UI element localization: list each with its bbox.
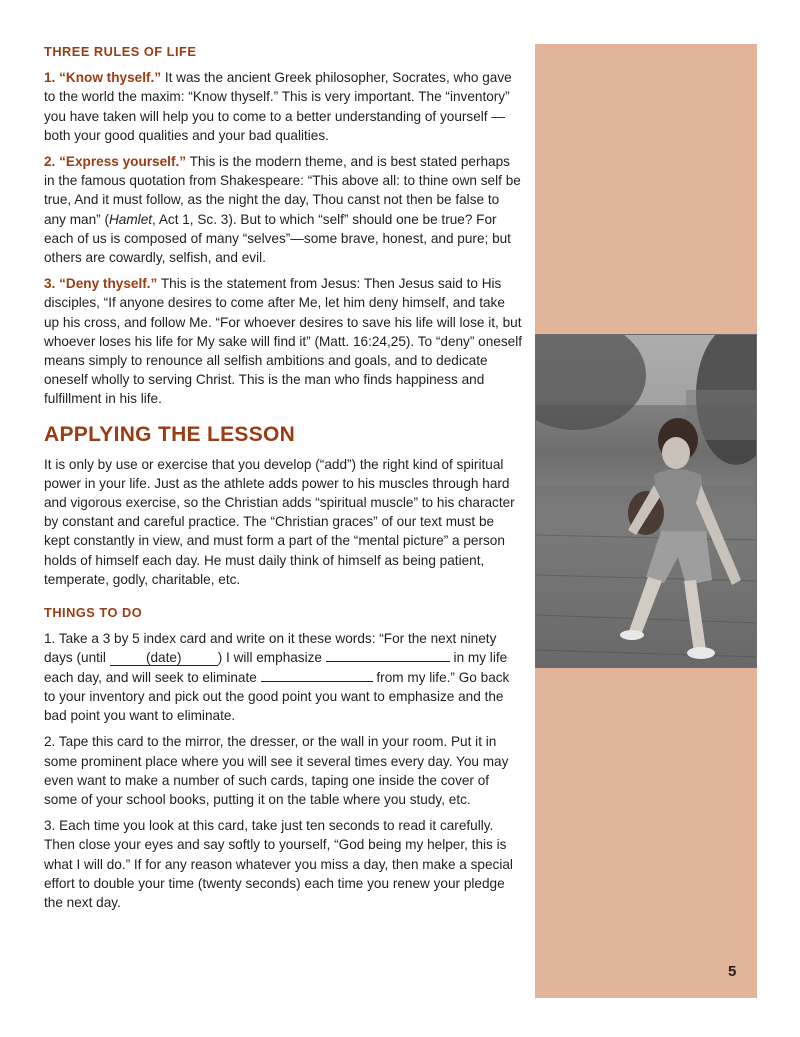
rule-2 xyxy=(44,152,522,267)
thing-3: 3. Each time you look at this card, take just ten seconds to read it carefully. Then close your eyes and say softly to yourself, “God being my helper, this is what I will do.” If for any reason whatever you miss a day, then make a special effort to double your time (twenty seconds) each time you renew your pledge the next day. xyxy=(44,818,513,910)
rule-2-italic: Hamlet xyxy=(108,211,153,227)
photo-illustration xyxy=(536,335,757,668)
child-running-photo xyxy=(535,334,757,668)
rule-1-text: It was the ancient Greek philosopher, Socrates, who gave to the world the maxim: “Know thyself.” This is very important. The “inventory” you have taken will help you to come to a better understanding of yourself — both your good qualities and your bad qualities. xyxy=(44,70,512,143)
eliminate-blank xyxy=(261,681,373,682)
rule-3-text: This is the statement from Jesus: Then Jesus said to His disciples, “If anyone desires to come after Me, let him deny himself, and take up his cross, and follow Me. “For whoever desires to save his life will lose it, but whoever loses his life for My sake will find it” (Matt. 16:24,25). To “deny” oneself means simply to renounce all selfish ambitions and goals, and to dedicate oneself wholly to serving Christ. This is the man who finds happiness and fulfillment in his life. xyxy=(44,276,522,407)
date-blank: (date) xyxy=(110,651,218,666)
thing-1 xyxy=(44,629,522,725)
page-number: 5 xyxy=(728,963,737,980)
things-heading: THINGS TO DO xyxy=(44,605,143,621)
applying-text: It is only by use or exercise that you develop (“add”) the right kind of spiritual power in your life. Just as the athlete adds power to his muscles through hard and vigorous exercise, so the Christian adds “spiritual muscle” to his character by constant and careful practice. The “Christian graces” of our text must be kept constantly in view, and must form a part of the “mental picture” a person holds of himself each day. He must daily think of himself as being patient, temperate, godly, charitable, etc. xyxy=(44,456,515,587)
thing-1-d: from my life.” Go back to your inventory and pick out the good point you want to emphasize and the bad point you want to eliminate. xyxy=(44,669,510,724)
rule-1 xyxy=(44,68,522,145)
thing-1-a: 1. Take a 3 by 5 index card and write on it these words: “For the next ninety days (until xyxy=(44,631,497,666)
thing-2: 2. Tape this card to the mirror, the dresser, or the wall in your room. Put it in some prominent place where you will see it several times every day. You may even want to make a number of such cards, taping one inside the cover of some of your school books, putting it on the table where you study, etc. xyxy=(44,734,509,807)
rule-3 xyxy=(44,274,522,408)
rule-2-text-a: This is the modern theme, and is best stated perhaps in the famous quotation from Shakespeare: “This above all: to thine own self be true, And it must follow, as the night the day, Thou canst not then be false to any man” ( xyxy=(44,154,521,227)
rule-2-text-b: , Act 1, Sc. 3). But to which “self” should one be true? For each of us is composed of many “selves”—some brave, honest, and pure; but others are cowardly, selfish, and evil. xyxy=(44,211,511,266)
main-column xyxy=(44,40,522,919)
rule-3-lead: 3. “Deny thyself.” xyxy=(44,276,158,292)
thing-1-b: ) I will emphasize xyxy=(217,650,326,666)
applying-heading: APPLYING THE LESSON xyxy=(44,422,296,446)
emphasize-blank xyxy=(326,661,450,662)
thing-1-c: in my life each day, and will seek to eliminate xyxy=(44,650,508,685)
rules-heading: THREE RULES OF LIFE xyxy=(44,44,197,59)
rule-2-lead: 2. “Express yourself.” xyxy=(44,154,187,170)
rule-1-lead: 1. “Know thyself.” xyxy=(44,70,162,86)
